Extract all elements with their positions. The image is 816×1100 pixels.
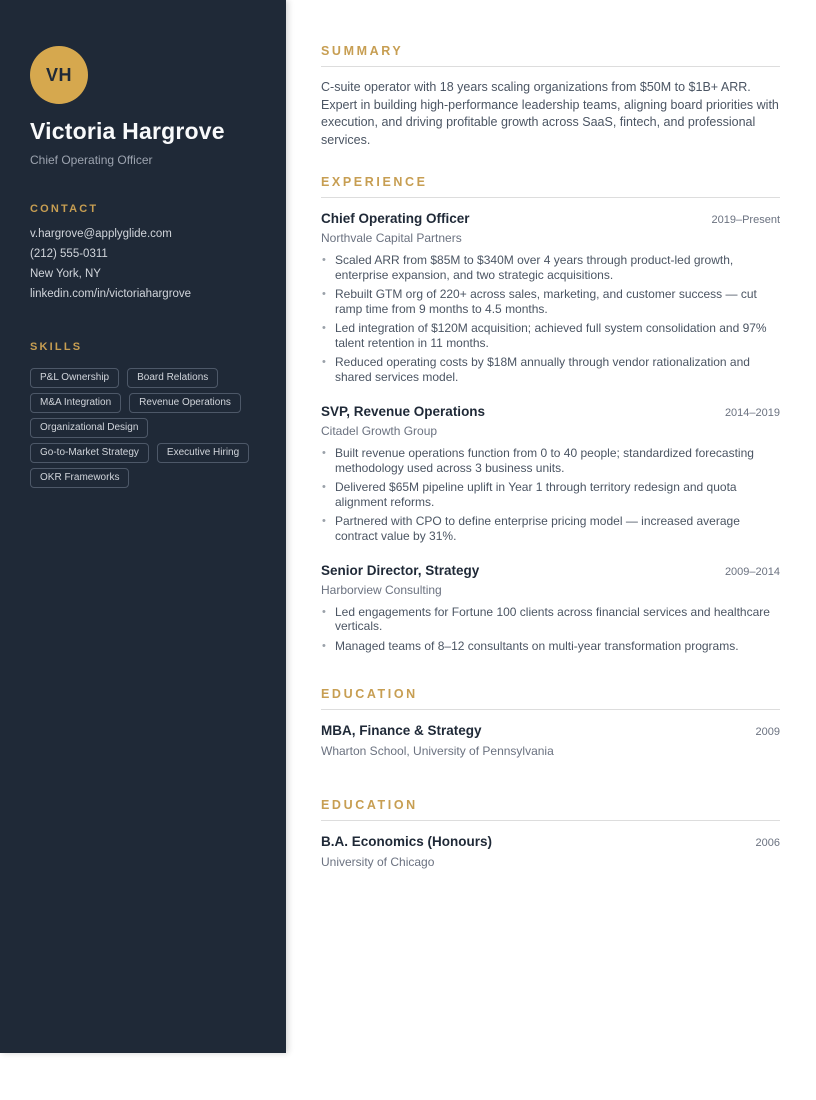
contact-phone: (212) 555-0311 [30, 248, 108, 260]
job-bullet: • Reduced operating costs by $18M annually through vendor rationalization and shared services model. [321, 355, 780, 385]
resume-main [286, 0, 816, 909]
person-name: Victoria Hargrove [30, 118, 225, 144]
job-bullet: • Led engagements for Fortune 100 clients across financial services and healthcare verticals. [321, 605, 780, 635]
job-company: Northvale Capital Partners [321, 231, 462, 245]
contact-section [30, 203, 258, 301]
job-bullet: • Managed teams of 8–12 consultants on multi-year transformation programs. [321, 639, 780, 654]
contact-list [30, 229, 258, 301]
job-company: Harborview Consulting [321, 582, 442, 597]
education-heading: EDUCATION [321, 797, 418, 812]
education-section [321, 798, 780, 869]
skills-heading: SKILLS [30, 340, 83, 353]
education-degree: B.A. Economics (Honours) [321, 833, 493, 849]
job-company: Citadel Growth Group [321, 423, 438, 438]
education-heading: EDUCATION [321, 686, 418, 701]
section-rule [321, 820, 780, 821]
job-title: SVP, Revenue Operations [321, 403, 486, 419]
education-school: Wharton School, University of Pennsylvania [321, 743, 554, 758]
education-degree: MBA, Finance & Strategy [321, 722, 482, 738]
skill-chip: Organizational Design [30, 418, 148, 438]
job-bullet: • Led integration of $120M acquisition; achieved full system consolidation and 97% talent retention in 11 months. [321, 321, 780, 351]
education-header [321, 834, 780, 849]
job-header [321, 211, 780, 226]
skill-chip: P&L Ownership [30, 368, 119, 388]
contact-heading: CONTACT [30, 203, 99, 215]
education-entry [321, 723, 780, 758]
job-bullet: • Rebuilt GTM org of 220+ across sales, marketing, and customer success — cut ramp time from 9 months to 4.5 months. [321, 287, 780, 317]
skill-chip: OKR Frameworks [30, 468, 129, 488]
section-rule [321, 66, 780, 67]
contact-email: v.hargrove@applyglide.com [30, 228, 172, 240]
skill-chip: Executive Hiring [157, 443, 249, 463]
education-year: 2009 [755, 725, 780, 738]
section-rule [321, 709, 780, 710]
job-bullets [321, 446, 780, 544]
education-entry [321, 834, 780, 869]
job-entry [321, 563, 780, 654]
job-bullets [321, 253, 780, 385]
skills-chip-list [30, 368, 258, 488]
skill-chip: M&A Integration [30, 393, 121, 413]
job-dates: 2009–2014 [724, 565, 780, 578]
contact-linkedin: linkedin.com/in/victoriahargrove [30, 288, 192, 300]
summary-heading: SUMMARY [321, 44, 404, 58]
job-header [321, 563, 780, 578]
job-title: Chief Operating Officer [321, 211, 470, 226]
job-title: Senior Director, Strategy [321, 562, 480, 578]
education-school: University of Chicago [321, 854, 435, 869]
sidebar [0, 0, 286, 1053]
job-bullets [321, 605, 780, 654]
education-header [321, 723, 780, 738]
education-year: 2006 [755, 836, 780, 849]
summary-text: C-suite operator with 18 years scaling organizations from $50M to $1B+ ARR. Expert in building high-performance leadership teams, aligning board priorities with execution, and driving profitable growth across SaaS, fintech, and professional services. [321, 80, 779, 147]
person-role: Chief Operating Officer [30, 153, 153, 167]
skill-chip: Revenue Operations [129, 393, 241, 413]
skills-section [30, 341, 258, 488]
avatar [30, 46, 88, 104]
education-section [321, 687, 780, 758]
job-dates: 2014–2019 [724, 406, 780, 419]
skill-chip: Go-to-Market Strategy [30, 443, 149, 463]
contact-location: New York, NY [30, 268, 101, 280]
summary-section [321, 44, 780, 149]
section-rule [321, 197, 780, 198]
job-bullet: • Scaled ARR from $85M to $340M over 4 years through product-led growth, enterprise expansion, and two strategic acquisitions. [321, 253, 780, 283]
skill-chip: Board Relations [127, 368, 218, 388]
job-entry [321, 211, 780, 385]
job-bullet: • Partnered with CPO to define enterprise pricing model — increased average contract value by 31%. [321, 514, 780, 544]
job-bullet: • Built revenue operations function from 0 to 40 people; standardized forecasting methodology used across 3 business units. [321, 446, 780, 476]
experience-heading: EXPERIENCE [321, 175, 428, 189]
experience-section [321, 175, 780, 654]
job-header [321, 404, 780, 419]
avatar-initials: VH [45, 64, 72, 85]
job-bullet: • Delivered $65M pipeline uplift in Year 1 through territory redesign and quota alignment reforms. [321, 480, 780, 510]
job-dates: 2019–Present [711, 214, 780, 226]
job-entry [321, 404, 780, 544]
